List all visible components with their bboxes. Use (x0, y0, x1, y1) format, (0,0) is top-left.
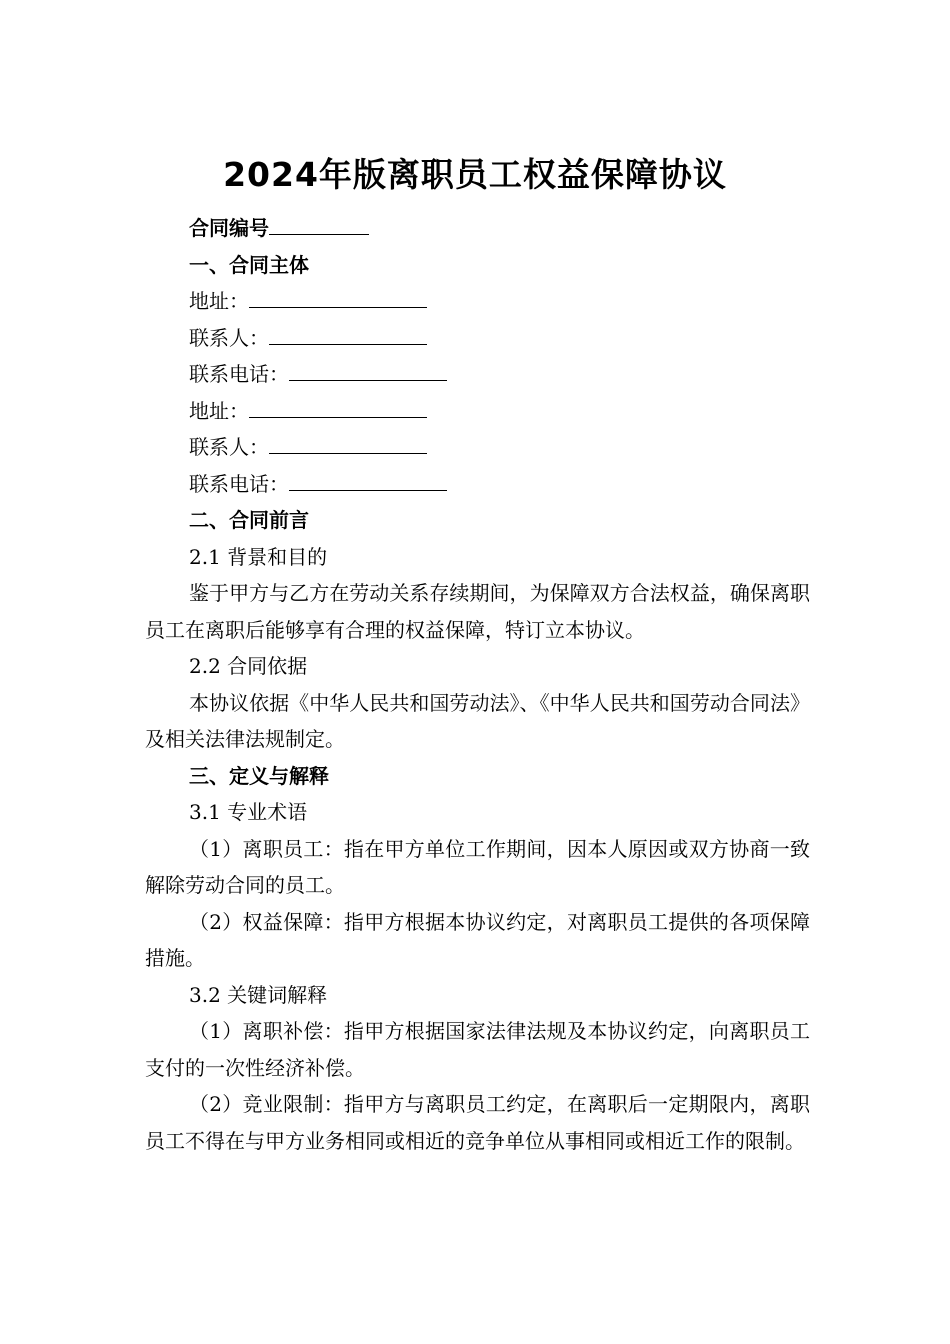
contract-number-blank (269, 210, 369, 235)
party-a-address (145, 283, 810, 320)
field-blank (289, 356, 447, 381)
subsection-heading: 2.2 合同依据 (189, 654, 308, 678)
paragraph: 鉴于甲方与乙方在劳动关系存续期间，为保障双方合法权益，确保离职员工在离职后能够享有合理的权益保障，特订立本协议。 (145, 581, 810, 642)
party-b-contact (145, 429, 810, 466)
paragraph: （2）权益保障：指甲方根据本协议约定，对离职员工提供的各项保障措施。 (145, 909, 810, 970)
paragraph: （2）竞业限制：指甲方与离职员工约定，在离职后一定期限内，离职员工不得在与甲方业务相同或相近的竞争单位从事相同或相近工作的限制。 (145, 1092, 810, 1153)
field-label: 联系人： (189, 435, 269, 459)
field-blank (249, 283, 427, 308)
document-title: 2024年版离职员工权益保障协议 (223, 155, 727, 194)
paragraph: （1）离职补偿：指甲方根据国家法律法规及本协议约定，向离职员工支付的一次性经济补偿。 (145, 1019, 810, 1080)
field-label: 地址： (189, 289, 249, 313)
party-b-address (145, 393, 810, 430)
paragraph: 本协议依据《中华人民共和国劳动法》、《中华人民共和国劳动合同法》及相关法律法规制定。 (145, 690, 810, 751)
field-blank (269, 429, 427, 454)
section-heading: 一、合同主体 (189, 252, 309, 277)
subsection-heading: 3.1 专业术语 (189, 800, 308, 824)
field-label: 联系人： (189, 325, 269, 350)
subsection-heading: 3.2 关键词解释 (189, 982, 328, 1007)
contract-number (145, 210, 810, 247)
party-a-phone (145, 356, 810, 393)
contract-number-label: 合同编号 (189, 216, 269, 240)
field-label: 联系电话： (189, 362, 289, 386)
subsection-heading: 2.1 背景和目的 (189, 544, 328, 569)
field-blank (269, 320, 427, 345)
field-blank (289, 466, 447, 491)
party-b-phone (145, 466, 810, 503)
section-heading: 三、定义与解释 (189, 763, 329, 788)
field-label: 地址： (189, 398, 249, 423)
paragraph: （1）离职员工：指在甲方单位工作期间，因本人原因或双方协商一致解除劳动合同的员工。 (145, 836, 810, 897)
field-label: 联系电话： (189, 471, 289, 496)
party-a-contact (145, 320, 810, 357)
document-body (145, 210, 810, 1159)
section-heading: 二、合同前言 (189, 508, 309, 532)
field-blank (249, 393, 427, 418)
